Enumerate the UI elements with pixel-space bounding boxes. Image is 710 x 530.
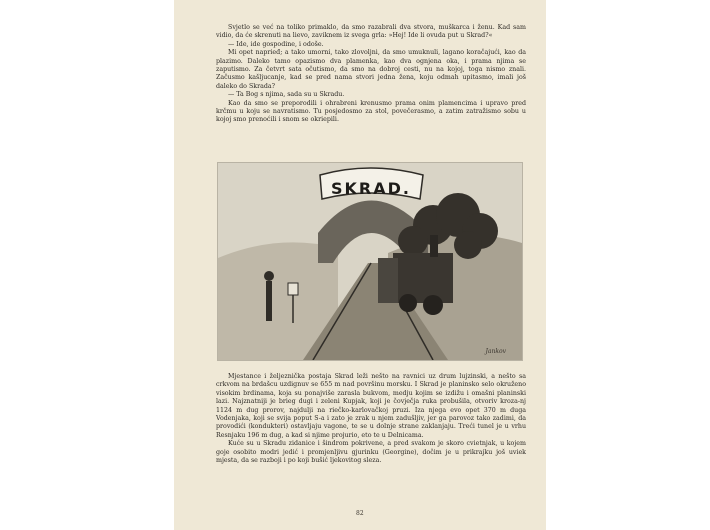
page-number: 82	[356, 510, 364, 517]
artist-signature: Jankov	[485, 348, 506, 355]
station-sign-text: SKRAD.	[331, 179, 411, 198]
text-block-top	[216, 24, 526, 125]
paragraph: Kuće su u Skradu zidanice i šindrom pokrivene, a pred svakom je skoro cvietnjak, u kojem goje osobito modri jedić i promjenljivu gjurinku (Georgine), dočim je u prikrajku još uviek mjesta, da se razboji i po koji bušić ljekovitog sleza.	[216, 440, 526, 465]
train-illustration	[217, 162, 523, 361]
illustration-drawing	[218, 163, 522, 360]
text-block-bottom	[216, 373, 526, 465]
paragraph: Kao da smo se preporodili i ohrabreni krenusmo prama onim plamencima i upravo pred krčmu u koju se navratismo. Tu posjedosmo za stol, povečerasmo, a zatim zatražismo sobu u kojoj smo prenoćili i snom se okriepili.	[216, 99, 526, 124]
paragraph: — Ide, ide gospodine, i odoše.	[228, 40, 324, 48]
paragraph: Svjetlo se već na toliko primaklo, da smo razabrali dva stvora, muškarca i ženu. Kad sam vidio, da će skrenuti na lievo, zaviknem iz svega grla: »Hej! Ide li ovuda put u Skrad?«	[216, 24, 526, 40]
paragraph: Mi opet naprieđ; a tako umorni, tako zlovoljni, da smo umuknuli, lagano koračajući, kao da plazimo. Daleko tamo opazismo dva plamenka, kao dva ognjena oka, i prama njima se zaputismo. Za četvrt sata očutismo, da smo na dobroj cesti, nu na kojoj, toga nismo znali. Začusmo kašljucanje, kad se pred nama stvori jedna žena, koju odmah upitasmo, imali još daleko do Skrada?	[216, 49, 526, 90]
paragraph: — Ta Bog s njima, sada su u Skradu.	[228, 91, 345, 99]
paragraph: Mjestance i željeznička postaja Skrad leži nešto na ravnici uz drum lujzinski, a nešto sa crkvom na brdašcu uzdignuv se 655 m nad površinu morsku. I Skrad je planinsko selo okruženo visokim brdinama, koja su ponajviše zarasla bukvom, medju kojim se izdižu i omašni planinski lazi. Najznatniji je brieg dugi i zeleni Kupjak, koji je čovječja ruka probušila, otvoriv kroza-nj 1124 m dug prorov, najdulji na riečko-karlovačkoj pruzi. Iza njega evo opet 370 m duga Vodenjaka, koji se svija poput S-a i zato je zrak u njem zadušljiv, jer ga parovoz tako zadimi, da provodići (kondukteri) ostavljaju vagone, te se u dolnje strane zaklanjaju. Treći tunel je u vrhu Resnjaku 196 m dug, a kad si njime projurio, eto te u Delnicama.	[216, 373, 526, 439]
